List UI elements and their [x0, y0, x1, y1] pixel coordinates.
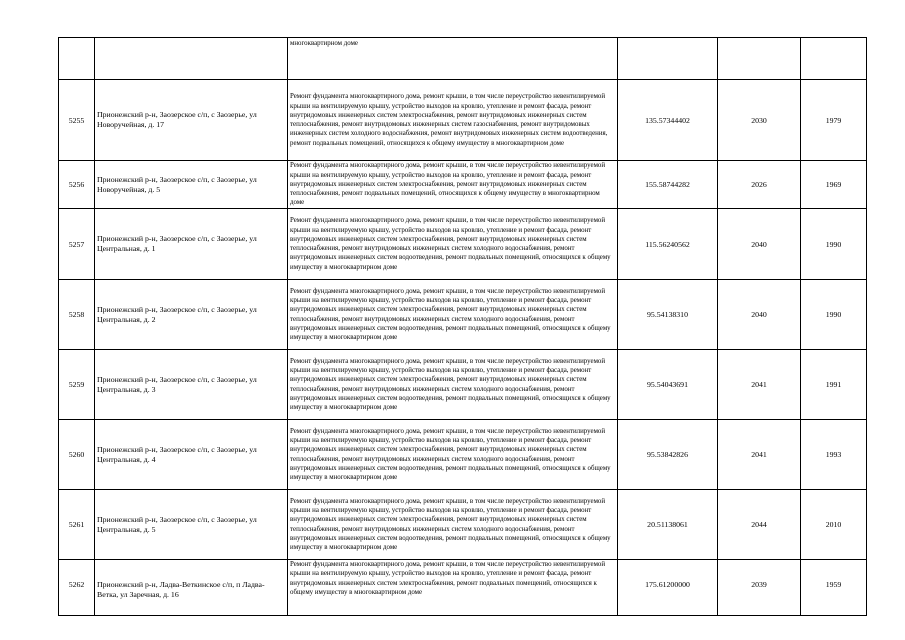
- address-cell: Прионежский р-н, Заозерское с/п, с Заозерье, ул Центральная, д. 3: [95, 350, 288, 420]
- cost-cell: 155.58744282: [618, 161, 718, 209]
- row-number-cell: 5257: [59, 209, 95, 280]
- works-cell: Ремонт фундамента многоквартирного дома, ремонт крыши, в том числе переустройство невентилируемой крыши на вентилируемую крышу, устройство выходов на кровлю, утепление и ремонт фасада, ремонт внутридомовых инженерных систем электроснабжения, ремонт внутридомовых инженерных систем теплоснабжения, ремонт подвальных помещений, относящихся к общему имуществу в многоквартирном доме: [288, 161, 618, 209]
- repair-year-cell: 2040: [718, 209, 801, 280]
- build-year-cell: [801, 38, 867, 80]
- table-row: [59, 280, 867, 350]
- repair-year-cell: 2040: [718, 280, 801, 350]
- build-year-cell: 1990: [801, 280, 867, 350]
- works-cell: Ремонт фундамента многоквартирного дома, ремонт крыши, в том числе переустройство невентилируемой крыши на вентилируемую крышу, устройство выходов на кровлю, утепление и ремонт фасада, ремонт внутридомовых инженерных систем электроснабжения, ремонт внутридомовых инженерных систем теплоснабжения, ремонт внутридомовых инженерных систем холодного водоснабжения, ремонт внутридомовых инженерных систем водоотведения, ремонт подвальных помещений, относящихся к общему имуществу в многоквартирном доме: [288, 420, 618, 490]
- repair-year-cell: 2026: [718, 161, 801, 209]
- works-cell: Ремонт фундамента многоквартирного дома, ремонт крыши, в том числе переустройство невентилируемой крыши на вентилируемую крышу, устройство выходов на кровлю, утепление и ремонт фасада, ремонт внутридомовых инженерных систем электроснабжения, ремонт внутридомовых инженерных систем теплоснабжения, ремонт внутридомовых инженерных систем газоснабжения, ремонт внутридомовых инженерных систем холодного водоснабжения, ремонт внутридомовых инженерных систем водоотведения, ремонт подвальных помещений, относящихся к общему имуществу в многоквартирном доме: [288, 80, 618, 161]
- works-cell: Ремонт фундамента многоквартирного дома, ремонт крыши, в том числе переустройство невентилируемой крыши на вентилируемую крышу, устройство выходов на кровлю, утепление и ремонт фасада, ремонт внутридомовых инженерных систем электроснабжения, ремонт внутридомовых инженерных систем теплоснабжения, ремонт внутридомовых инженерных систем холодного водоснабжения, ремонт внутридомовых инженерных систем водоотведения, ремонт подвальных помещений, относящихся к общему имуществу в многоквартирном доме: [288, 280, 618, 350]
- row-number-cell: 5260: [59, 420, 95, 490]
- build-year-cell: 1991: [801, 350, 867, 420]
- table-row: [59, 420, 867, 490]
- works-cell: многоквартирном доме: [288, 38, 618, 80]
- build-year-cell: 1979: [801, 80, 867, 161]
- address-cell: Прионежский р-н, Заозерское с/п, с Заозерье, ул Центральная, д. 4: [95, 420, 288, 490]
- address-cell: [95, 38, 288, 80]
- cost-cell: 95.54138310: [618, 280, 718, 350]
- build-year-cell: 1993: [801, 420, 867, 490]
- build-year-cell: 1990: [801, 209, 867, 280]
- row-number-cell: 5255: [59, 80, 95, 161]
- works-cell: Ремонт фундамента многоквартирного дома, ремонт крыши, в том числе переустройство невентилируемой крыши на вентилируемую крышу, устройство выходов на кровлю, утепление и ремонт фасада, ремонт внутридомовых инженерных систем электроснабжения, ремонт подвальных помещений, относящихся к общему имуществу в многоквартирном доме: [288, 560, 618, 616]
- cost-cell: 20.51138061: [618, 490, 718, 560]
- repair-year-cell: 2030: [718, 80, 801, 161]
- capital-repair-table: [58, 37, 867, 616]
- cost-cell: 175.61200000: [618, 560, 718, 616]
- table-row: [59, 161, 867, 209]
- row-number-cell: 5261: [59, 490, 95, 560]
- address-cell: Прионежский р-н, Заозерское с/п, с Заозерье, ул Центральная, д. 1: [95, 209, 288, 280]
- row-number-cell: 5256: [59, 161, 95, 209]
- cost-cell: 135.57344402: [618, 80, 718, 161]
- cost-cell: [618, 38, 718, 80]
- row-number-cell: 5262: [59, 560, 95, 616]
- cost-cell: 115.56240562: [618, 209, 718, 280]
- address-cell: Прионежский р-н, Ладва-Веткинское с/п, п Ладва-Ветка, ул Заречная, д. 16: [95, 560, 288, 616]
- works-cell: Ремонт фундамента многоквартирного дома, ремонт крыши, в том числе переустройство невентилируемой крыши на вентилируемую крышу, устройство выходов на кровлю, утепление и ремонт фасада, ремонт внутридомовых инженерных систем электроснабжения, ремонт внутридомовых инженерных систем теплоснабжения, ремонт внутридомовых инженерных систем холодного водоснабжения, ремонт внутридомовых инженерных систем водоотведения, ремонт подвальных помещений, относящихся к общему имуществу в многоквартирном доме: [288, 350, 618, 420]
- row-number-cell: 5259: [59, 350, 95, 420]
- repair-year-cell: 2039: [718, 560, 801, 616]
- table-row: [59, 490, 867, 560]
- address-cell: Прионежский р-н, Заозерское с/п, с Заозерье, ул Центральная, д. 5: [95, 490, 288, 560]
- table-row: [59, 80, 867, 161]
- cost-cell: 95.53842826: [618, 420, 718, 490]
- row-number-cell: [59, 38, 95, 80]
- repair-year-cell: 2041: [718, 350, 801, 420]
- build-year-cell: 2010: [801, 490, 867, 560]
- cost-cell: 95.54043691: [618, 350, 718, 420]
- table-row: [59, 560, 867, 616]
- table-row: [59, 350, 867, 420]
- table-row: [59, 38, 867, 80]
- address-cell: Прионежский р-н, Заозерское с/п, с Заозерье, ул Центральная, д. 2: [95, 280, 288, 350]
- build-year-cell: 1959: [801, 560, 867, 616]
- works-cell: Ремонт фундамента многоквартирного дома, ремонт крыши, в том числе переустройство невентилируемой крыши на вентилируемую крышу, устройство выходов на кровлю, утепление и ремонт фасада, ремонт внутридомовых инженерных систем электроснабжения, ремонт внутридомовых инженерных систем теплоснабжения, ремонт внутридомовых инженерных систем холодного водоснабжения, ремонт внутридомовых инженерных систем водоотведения, ремонт подвальных помещений, относящихся к общему имуществу в многоквартирном доме: [288, 490, 618, 560]
- repair-year-cell: 2041: [718, 420, 801, 490]
- build-year-cell: 1969: [801, 161, 867, 209]
- repair-year-cell: [718, 38, 801, 80]
- repair-year-cell: 2044: [718, 490, 801, 560]
- address-cell: Прионежский р-н, Заозерское с/п, с Заозерье, ул Новоручейная, д. 5: [95, 161, 288, 209]
- address-cell: Прионежский р-н, Заозерское с/п, с Заозерье, ул Новоручейная, д. 17: [95, 80, 288, 161]
- table-row: [59, 209, 867, 280]
- row-number-cell: 5258: [59, 280, 95, 350]
- works-cell: Ремонт фундамента многоквартирного дома, ремонт крыши, в том числе переустройство невентилируемой крыши на вентилируемую крышу, устройство выходов на кровлю, утепление и ремонт фасада, ремонт внутридомовых инженерных систем электроснабжения, ремонт внутридомовых инженерных систем теплоснабжения, ремонт внутридомовых инженерных систем холодного водоснабжения, ремонт внутридомовых инженерных систем водоотведения, ремонт подвальных помещений, относящихся к общему имуществу в многоквартирном доме: [288, 209, 618, 280]
